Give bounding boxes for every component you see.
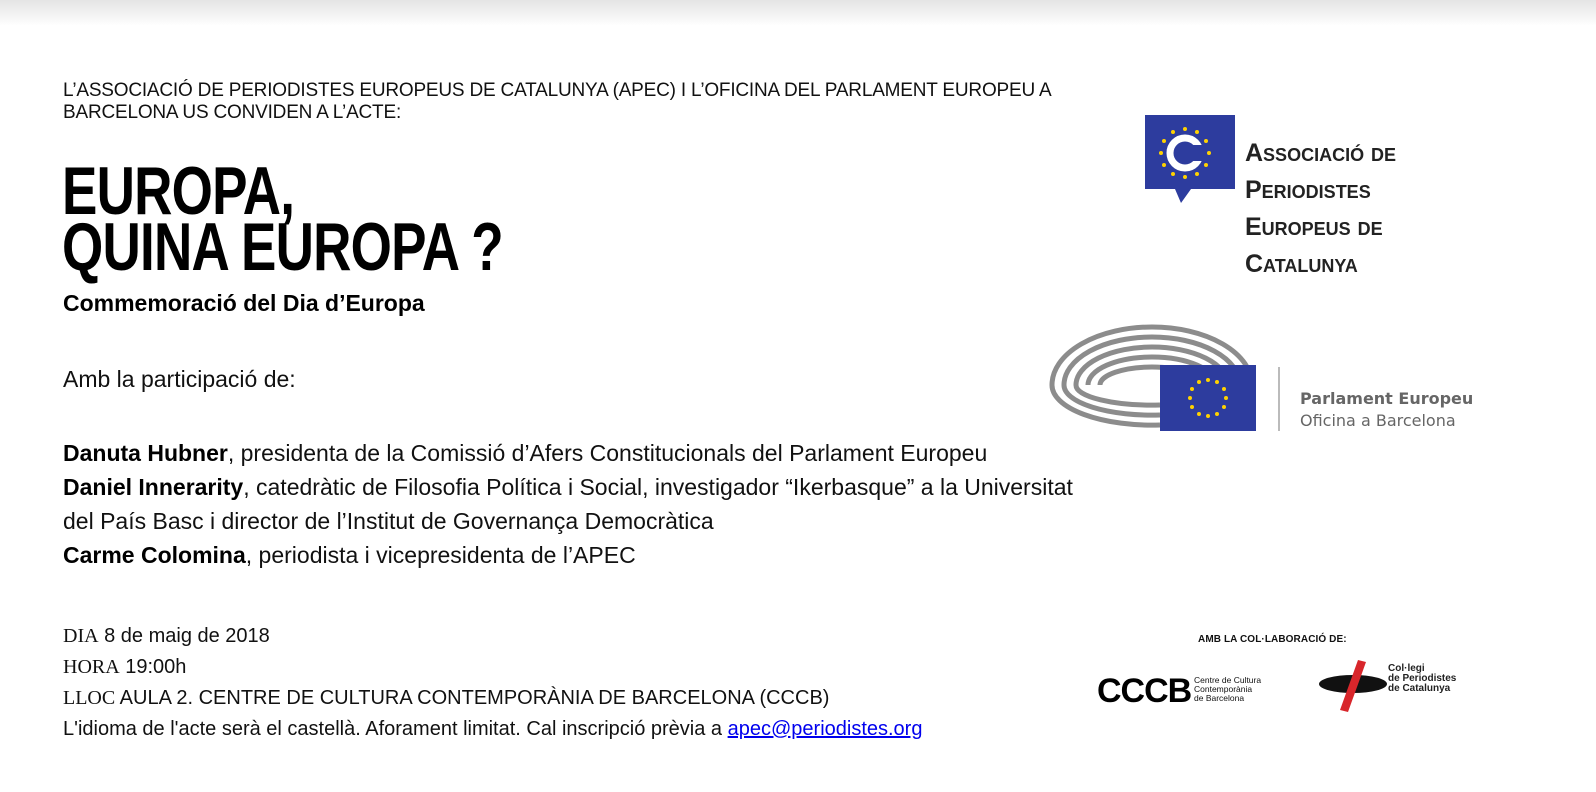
event-details	[63, 621, 1063, 745]
apec-line-2: Periodistes	[1245, 176, 1371, 204]
event-note	[63, 714, 1063, 745]
cccb-logo-subtitle	[1194, 676, 1261, 703]
cccb-sub-line-1: Centre de Cultura	[1194, 675, 1262, 685]
participant	[63, 538, 1073, 572]
participation-label: Amb la participació de:	[63, 366, 296, 392]
apec-line-1: Associació de	[1245, 139, 1397, 167]
registration-note: L'idioma de l'acte serà el castellà. Aforament limitat. Cal inscripció prèvia a	[63, 718, 728, 740]
cpc-line-2: de Periodistes	[1388, 673, 1457, 684]
apec-line-3: Europeus de	[1245, 213, 1383, 241]
place-value: AULA 2. CENTRE DE CULTURA CONTEMPORÀNIA DE BARCELONA (CCCB)	[115, 687, 830, 709]
top-shadow-bar	[0, 0, 1596, 26]
ep-logo-text	[1300, 388, 1473, 432]
ep-logo-divider	[1278, 367, 1280, 431]
event-time	[63, 652, 1063, 683]
event-place	[63, 683, 1063, 714]
cpc-line-1: Col·legi	[1388, 663, 1425, 674]
date-value: 8 de maig de 2018	[98, 625, 270, 647]
ep-line-1: Parlament Europeu	[1300, 389, 1474, 408]
event-subtitle: Commemoració del Dia d’Europa	[63, 290, 425, 316]
apec-speech-bubble-icon	[1145, 115, 1235, 203]
registration-email-link[interactable]: apec@periodistes.org	[727, 718, 923, 740]
event-title	[62, 153, 503, 285]
event-title-line-1: EUROPA,	[62, 153, 295, 229]
apec-line-4: Catalunya	[1245, 250, 1358, 278]
cccb-sub-line-3: de Barcelona	[1194, 693, 1245, 703]
ep-line-2: Oficina a Barcelona	[1300, 411, 1456, 430]
participant	[63, 470, 1073, 538]
participant-role: , presidenta de la Comissió d’Afers Constitucionals del Parlament Europeu	[227, 440, 988, 466]
cpc-logo-text	[1388, 664, 1456, 694]
time-value: 19:00h	[119, 656, 187, 678]
participant-role: , periodista i vicepresidenta de l’APEC	[245, 542, 636, 568]
cpc-logo-icon	[1318, 658, 1388, 714]
cpc-line-3: de Catalunya	[1388, 683, 1451, 694]
participant	[63, 436, 1073, 470]
event-date	[63, 621, 1063, 652]
participant-role: , catedràtic de Filosofia Política i Social, investigador “Ikerbasque” a la Universitat del País Basc i director de l’Institut de Governança Democràtica	[63, 474, 1073, 534]
place-label: LLOC	[63, 687, 116, 709]
participants-list	[63, 436, 1073, 572]
cccb-sub-line-2: Contemporània	[1194, 684, 1253, 694]
cccb-logo: CCCB	[1097, 672, 1192, 710]
apec-logo-text	[1245, 135, 1475, 283]
participant-name: Danuta Hubner	[63, 440, 228, 466]
time-label: HORA	[63, 656, 120, 678]
collaboration-label: AMB LA COL·LABORACIÓ DE:	[1198, 634, 1347, 645]
participant-name: Daniel Innerarity	[63, 474, 244, 500]
participant-name: Carme Colomina	[63, 542, 246, 568]
eu-flag-icon	[1160, 365, 1256, 431]
date-label: DIA	[63, 625, 99, 647]
event-title-line-2: QUINA EUROPA ?	[62, 209, 503, 285]
invitation-intro: L’ASSOCIACIÓ DE PERIODISTES EUROPEUS DE CATALUNYA (APEC) I L’OFICINA DEL PARLAMENT EUROPEU A BARCELONA US CONVIDEN A L’ACTE:	[63, 80, 1051, 123]
